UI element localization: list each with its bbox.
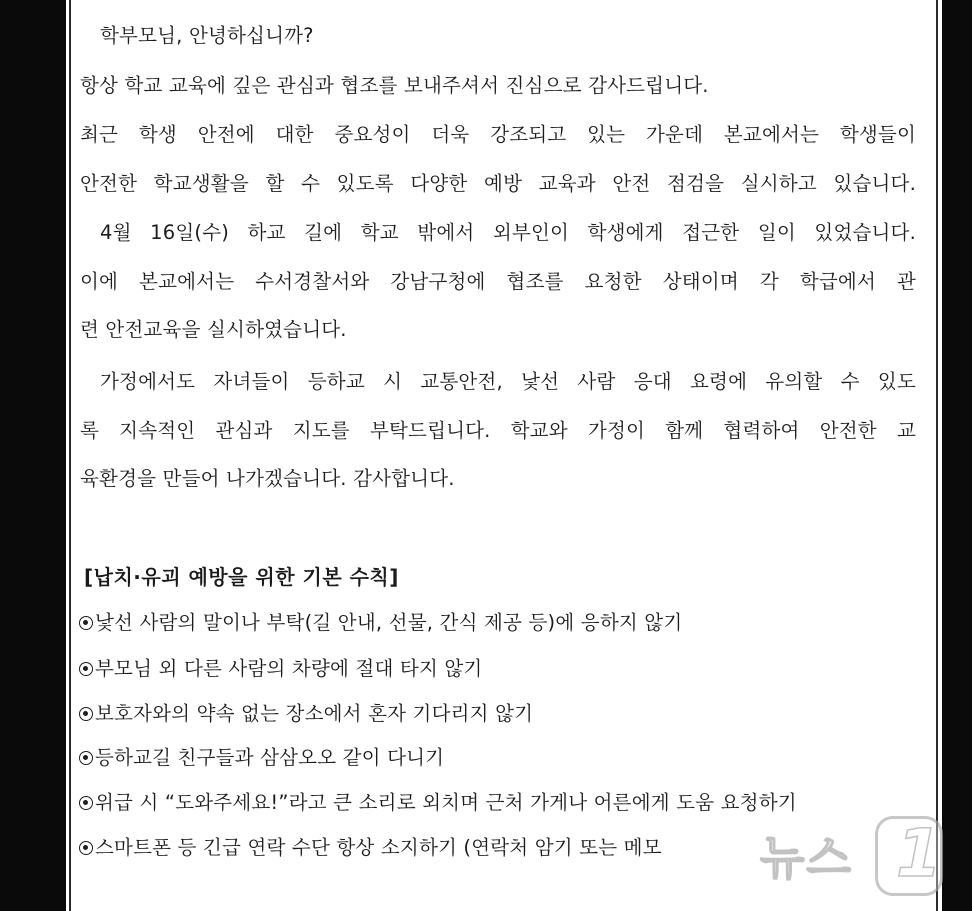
bullet-icon: [79, 616, 93, 630]
bullet-icon: [79, 796, 93, 810]
bullet-icon: [79, 707, 93, 721]
rule-item: [79, 836, 662, 860]
bullet-icon: [79, 751, 93, 765]
bullet-icon: [79, 841, 93, 855]
letter-line: 이에 본교에서는 수서경찰서와 강남구청에 협조를 요청한 상태이며 각 학급에서 관: [80, 270, 916, 293]
rule-item: [79, 702, 533, 726]
page-border-left: [69, 0, 71, 911]
letter-line: 4월 16일(수) 하교 길에 학교 밖에서 외부인이 학생에게 접근한 일이 있었습니다.: [100, 221, 916, 244]
watermark-text: 뉴스: [760, 831, 853, 885]
rule-item: [79, 746, 444, 770]
letter-line: 안전한 학교생활을 할 수 있도록 다양한 예방 교육과 안전 점검을 실시하고 있습니다.: [80, 172, 916, 195]
bullet-icon: [79, 662, 93, 676]
rule-text: 낯선 사람의 말이나 부탁(길 안내, 선물, 간식 제공 등)에 응하지 않기: [95, 611, 683, 634]
letter-line: 항상 학교 교육에 깊은 관심과 협조를 보내주셔서 진심으로 감사드립니다.: [80, 74, 709, 97]
letter-line: 육환경을 만들어 나가겠습니다. 감사합니다.: [80, 467, 455, 490]
news1-watermark: [735, 808, 955, 898]
letter-line: 록 지속적인 관심과 지도를 부탁드립니다. 학교와 가정이 함께 협력하여 안전한 교: [80, 419, 916, 442]
rule-item: [79, 657, 482, 681]
rules-heading: [납치·유괴 예방을 위한 기본 수칙]: [84, 565, 399, 589]
rule-item: [79, 611, 682, 635]
letter-line: 련 안전교육을 실시하였습니다.: [80, 318, 347, 341]
rule-text: 등하교길 친구들과 삼삼오오 같이 다니기: [95, 746, 445, 769]
rule-text: 스마트폰 등 긴급 연락 수단 항상 소지하기 (연락처 암기 또는 메모: [95, 836, 662, 859]
rule-text: 보호자와의 약속 없는 장소에서 혼자 기다리지 않기: [95, 702, 534, 725]
rule-item: [79, 791, 797, 815]
letter-line: 가정에서도 자녀들이 등하교 시 교통안전, 낯선 사람 응대 요령에 유의할 수 있도: [100, 370, 916, 393]
watermark-logo-glyph: 1: [896, 815, 942, 892]
page-border-right: [936, 0, 938, 911]
rule-text: 부모님 외 다른 사람의 차량에 절대 타지 않기: [95, 657, 483, 680]
rule-text: 위급 시 “도와주세요!”라고 큰 소리로 외치며 근처 가게나 어른에게 도움 요청하기: [95, 791, 797, 814]
watermark-logo-icon: [875, 816, 943, 896]
letter-greeting: 학부모님, 안녕하십니까?: [100, 24, 314, 47]
letter-line: 최근 학생 안전에 대한 중요성이 더욱 강조되고 있는 가운데 본교에서는 학생들이: [80, 123, 916, 146]
